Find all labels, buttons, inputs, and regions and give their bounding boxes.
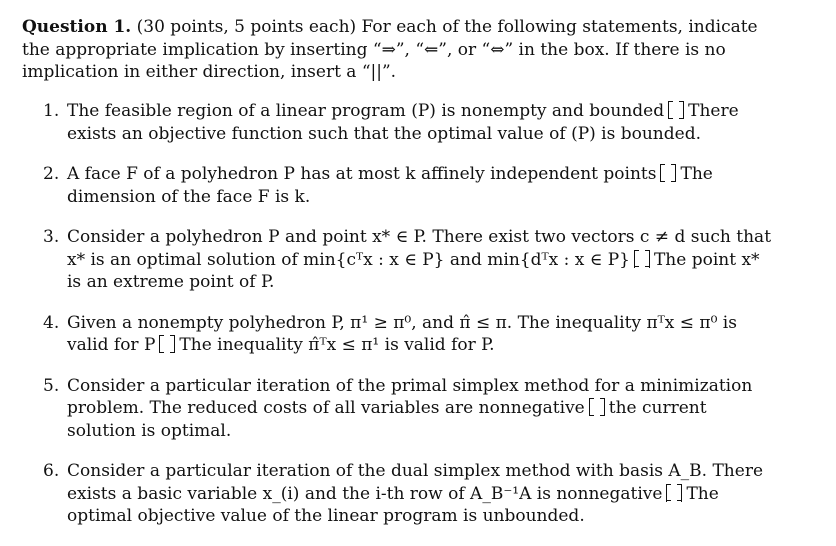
statement-conclusion: The dimension of the face F is k. xyxy=(67,164,713,207)
statement-premise: A face F of a polyhedron P has at most k affinely independent points xyxy=(67,164,657,184)
statement-item xyxy=(0,375,779,443)
answer-box[interactable] xyxy=(589,398,605,416)
statement-item xyxy=(0,312,779,357)
statement-item xyxy=(0,163,779,208)
question-intro xyxy=(22,16,782,84)
statement-premise: Consider a polyhedron P and point x* ∈ P. There exist two vectors c ≠ d such that x* is an optimal solution of min{cᵀx : x ∈ P} and min{dᵀx : x ∈ P} xyxy=(67,227,772,270)
answer-box[interactable] xyxy=(668,101,684,119)
question-instructions: (30 points, 5 points each) For each of the following statements, indicate the appropriate implication by inserting “⇒”, “⇐”, or “⇔” in the box. If there is no implication in either direction, insert a “||”. xyxy=(22,17,758,82)
statement-premise: Consider a particular iteration of the primal simplex method for a minimization problem. The reduced costs of all variables are nonnegative xyxy=(67,375,753,418)
statement-number: 5. xyxy=(43,375,60,396)
statement-list xyxy=(0,100,836,528)
statement-conclusion: The point x* is an extreme point of P. xyxy=(67,249,760,292)
answer-box[interactable] xyxy=(159,335,175,353)
statement-premise: The feasible region of a linear program (P) is nonempty and bounded xyxy=(67,101,665,121)
statement-number: 1. xyxy=(43,101,60,121)
statement-conclusion: The optimal objective value of the linear program is unbounded. xyxy=(67,483,719,526)
statement-conclusion: the current solution is optimal. xyxy=(67,398,707,441)
statement-premise: Given a nonempty polyhedron P, π¹ ≥ π⁰, and π̂ ≤ π. The inequality πᵀx ≤ π⁰ is valid for P xyxy=(67,312,737,355)
statement-conclusion: There exists an objective function such that the optimal value of (P) is bounded. xyxy=(67,101,739,144)
answer-box[interactable] xyxy=(666,484,682,502)
question-label: Question 1. xyxy=(22,17,132,37)
answer-box[interactable] xyxy=(634,250,650,268)
statement-number: 2. xyxy=(43,164,60,184)
statement-number: 3. xyxy=(43,227,60,247)
statement-item xyxy=(0,460,779,528)
statement-item xyxy=(0,226,779,294)
statement-item xyxy=(0,100,779,145)
answer-box[interactable] xyxy=(660,164,676,182)
statement-premise: Consider a particular iteration of the dual simplex method with basis A_B. There exists a basic variable x_(i) and the i-th row of A_B⁻¹A is nonnegative xyxy=(67,461,764,504)
statement-number: 6. xyxy=(43,461,60,481)
statement-conclusion: The inequality π̂ᵀx ≤ π¹ is valid for P. xyxy=(179,335,495,355)
statement-number: 4. xyxy=(43,312,60,333)
